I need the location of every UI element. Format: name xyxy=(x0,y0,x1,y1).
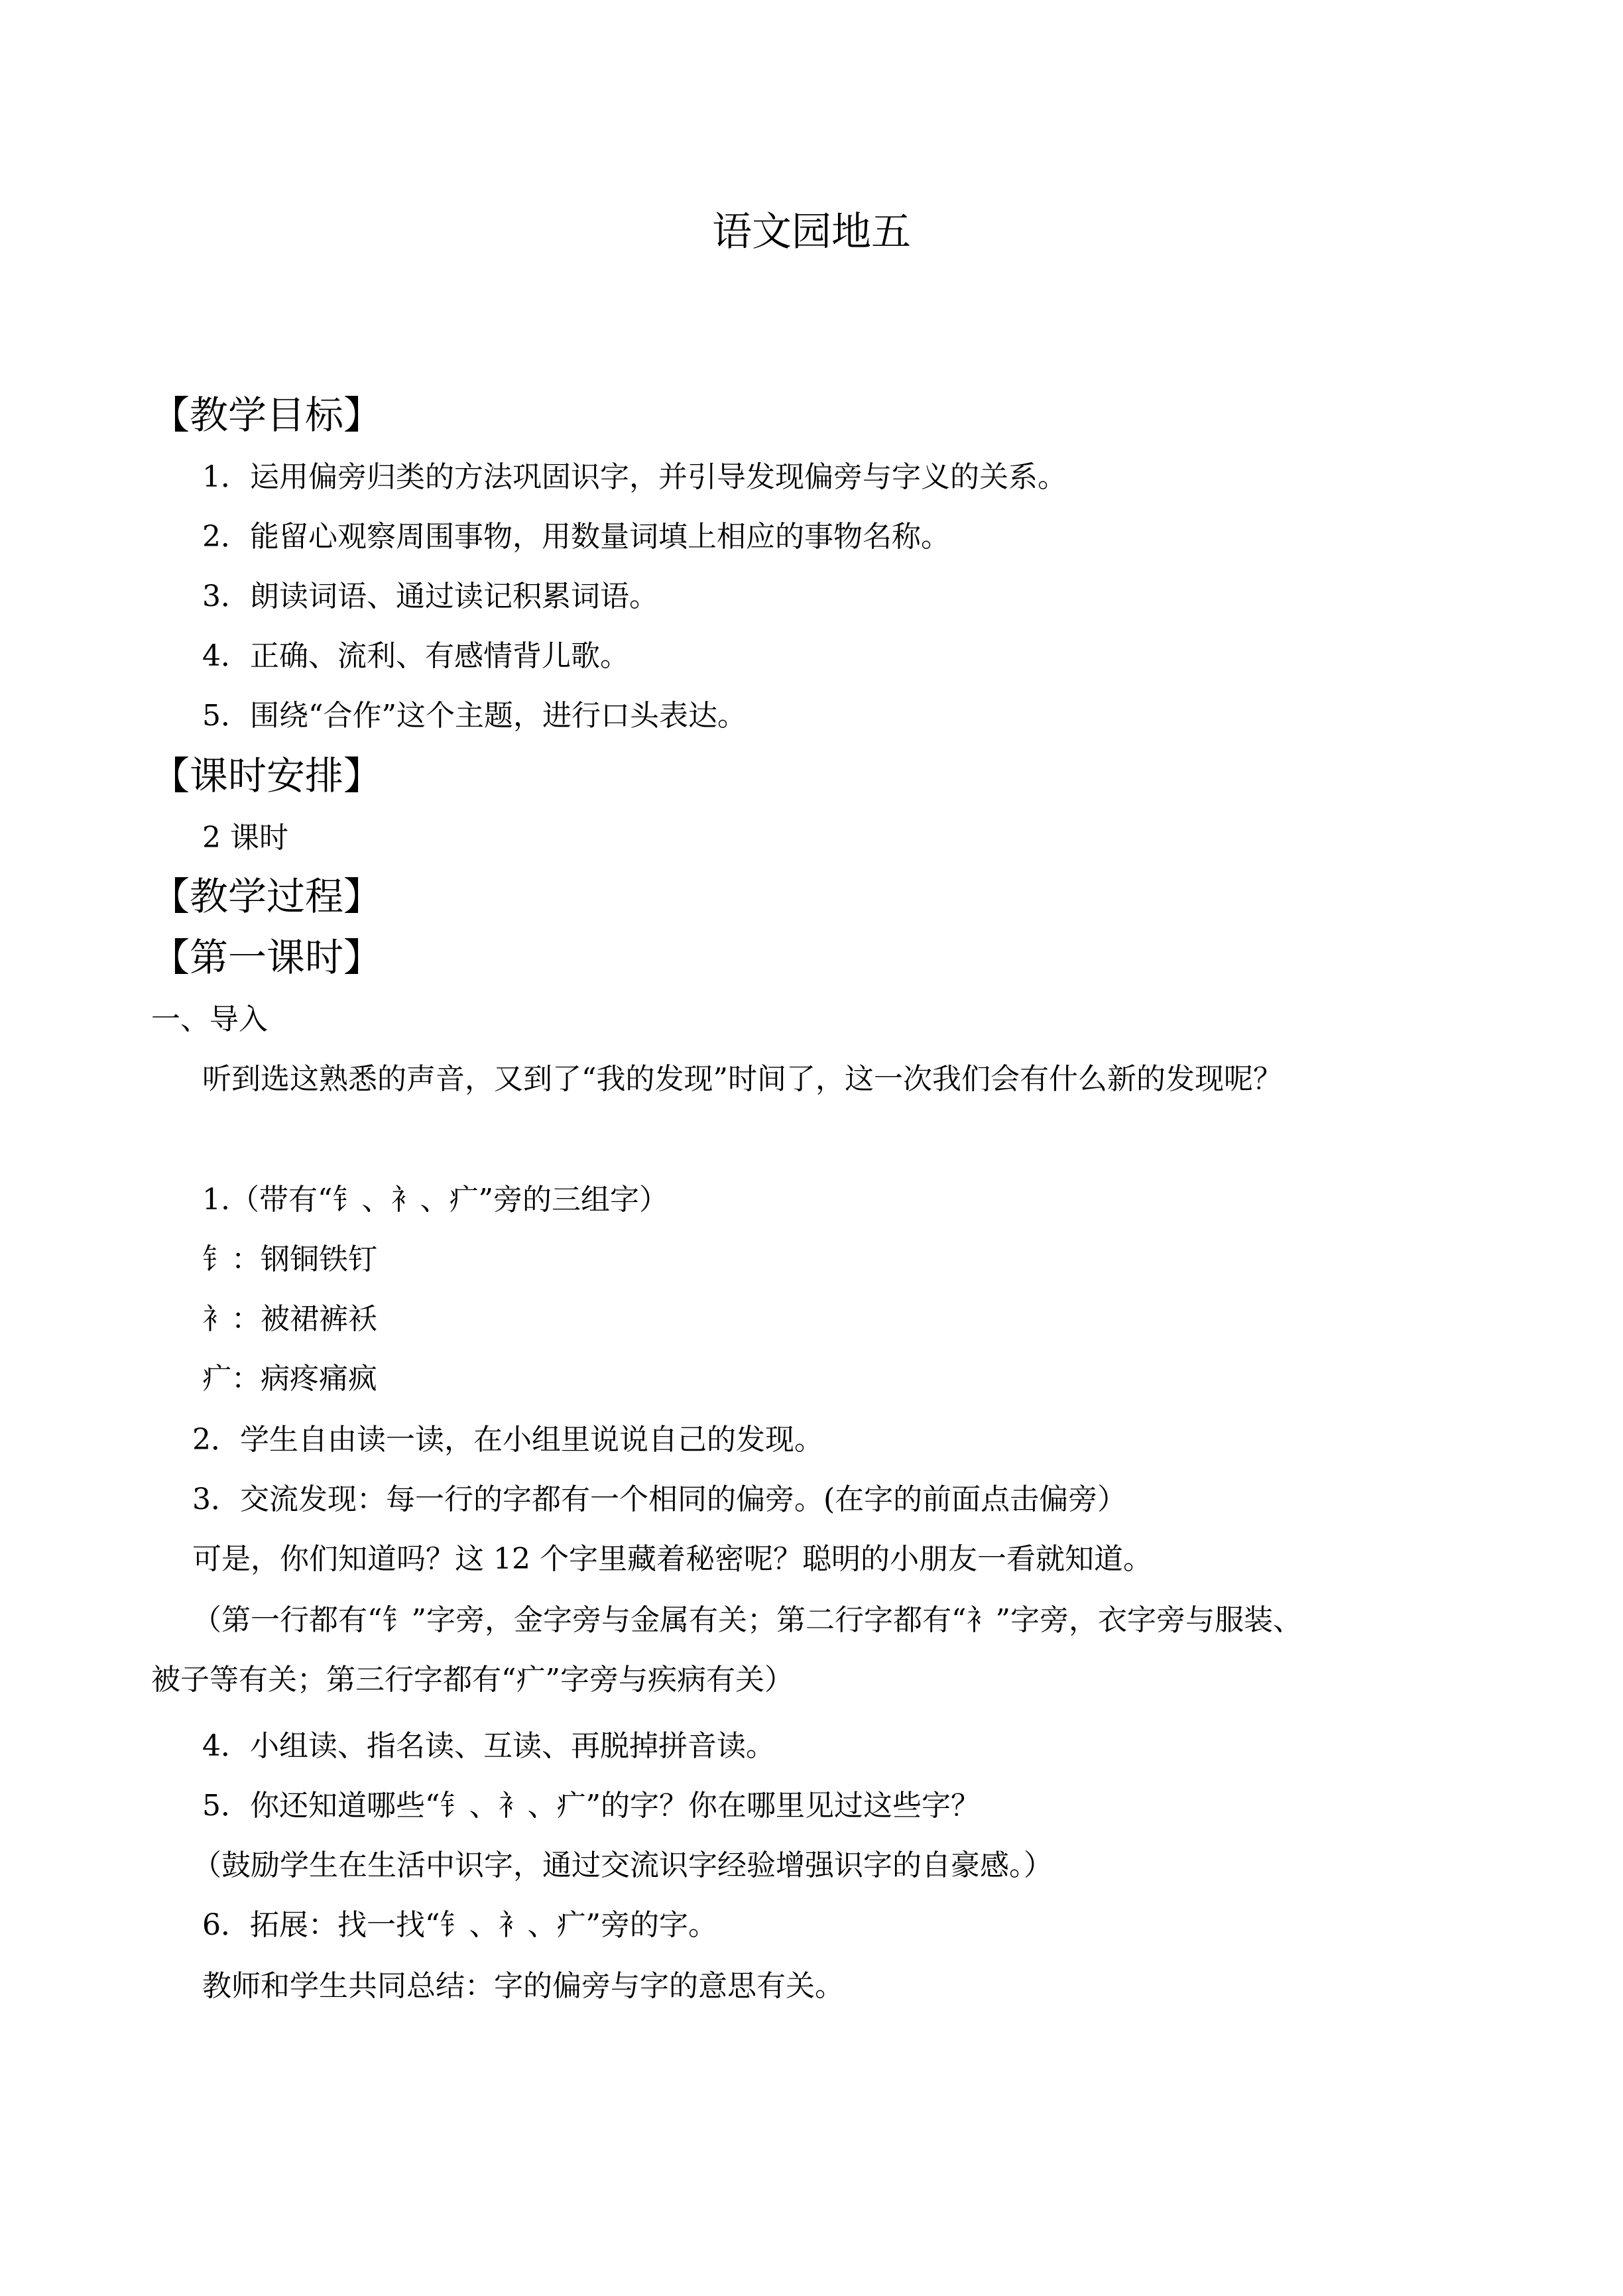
document-title: 语文园地五 xyxy=(712,209,911,255)
explain-line: （第一行都有“钅”字旁，金字旁与金属有关；第二行字都有“衤”字旁，衣字旁与服装、 xyxy=(192,1603,1302,1637)
intro-text: 听到选这熟悉的声音，又到了“我的发现”时间了，这一次我们会有什么新的发现呢？ xyxy=(202,1062,1282,1096)
step5-note: （鼓励学生在生活中识字，通过交流识字经验增强识字的自豪感。） xyxy=(192,1848,1053,1882)
step4-text: 4．小组读、指名读、互读、再脱掉拼音读。 xyxy=(202,1729,775,1763)
question-text: 可是，你们知道吗？这 12 个字里藏着秘密呢？聪明的小朋友一看就知道。 xyxy=(192,1542,1152,1576)
lesson1-heading: 【第一课时】 xyxy=(151,935,383,980)
step1-text: 1.（带有“钅、衤、疒”旁的三组字） xyxy=(202,1183,668,1217)
goal-item: 4．正确、流利、有感情背儿歌。 xyxy=(202,639,629,673)
radical-group: 衤：被裙裤袄 xyxy=(202,1302,377,1336)
radical-group: 钅：钢铜铁钉 xyxy=(202,1242,377,1276)
goal-item: 2．能留心观察周围事物，用数量词填上相应的事物名称。 xyxy=(202,520,950,554)
goal-item: 5．围绕“合作”这个主题，进行口头表达。 xyxy=(202,699,747,733)
goal-item: 1．运用偏旁归类的方法巩固识字，并引导发现偏旁与字义的关系。 xyxy=(202,460,1067,494)
step3-text: 3．交流发现：每一行的字都有一个相同的偏旁。(在字的前面点击偏旁） xyxy=(192,1482,1127,1516)
radical-group: 疒：病疼痛疯 xyxy=(202,1362,377,1396)
part1-heading: 一、导入 xyxy=(151,1002,268,1036)
goal-item: 3．朗读词语、通过读记积累词语。 xyxy=(202,579,658,613)
step2-text: 2．学生自由读一读，在小组里说说自己的发现。 xyxy=(192,1423,823,1457)
step5-text: 5．你还知道哪些“钅、衤、疒”的字？你在哪里见过这些字？ xyxy=(202,1789,980,1823)
schedule-heading: 【课时安排】 xyxy=(151,753,383,798)
step6-text: 6．拓展：找一找“钅、衤、疒”旁的字。 xyxy=(202,1908,717,1942)
process-heading: 【教学过程】 xyxy=(151,874,383,919)
schedule-text: 2 课时 xyxy=(202,821,288,855)
summary-text: 教师和学生共同总结：字的偏旁与字的意思有关。 xyxy=(202,1969,844,2003)
goals-heading: 【教学目标】 xyxy=(151,393,383,438)
explain-line: 被子等有关；第三行字都有“疒”字旁与疾病有关） xyxy=(151,1663,794,1697)
